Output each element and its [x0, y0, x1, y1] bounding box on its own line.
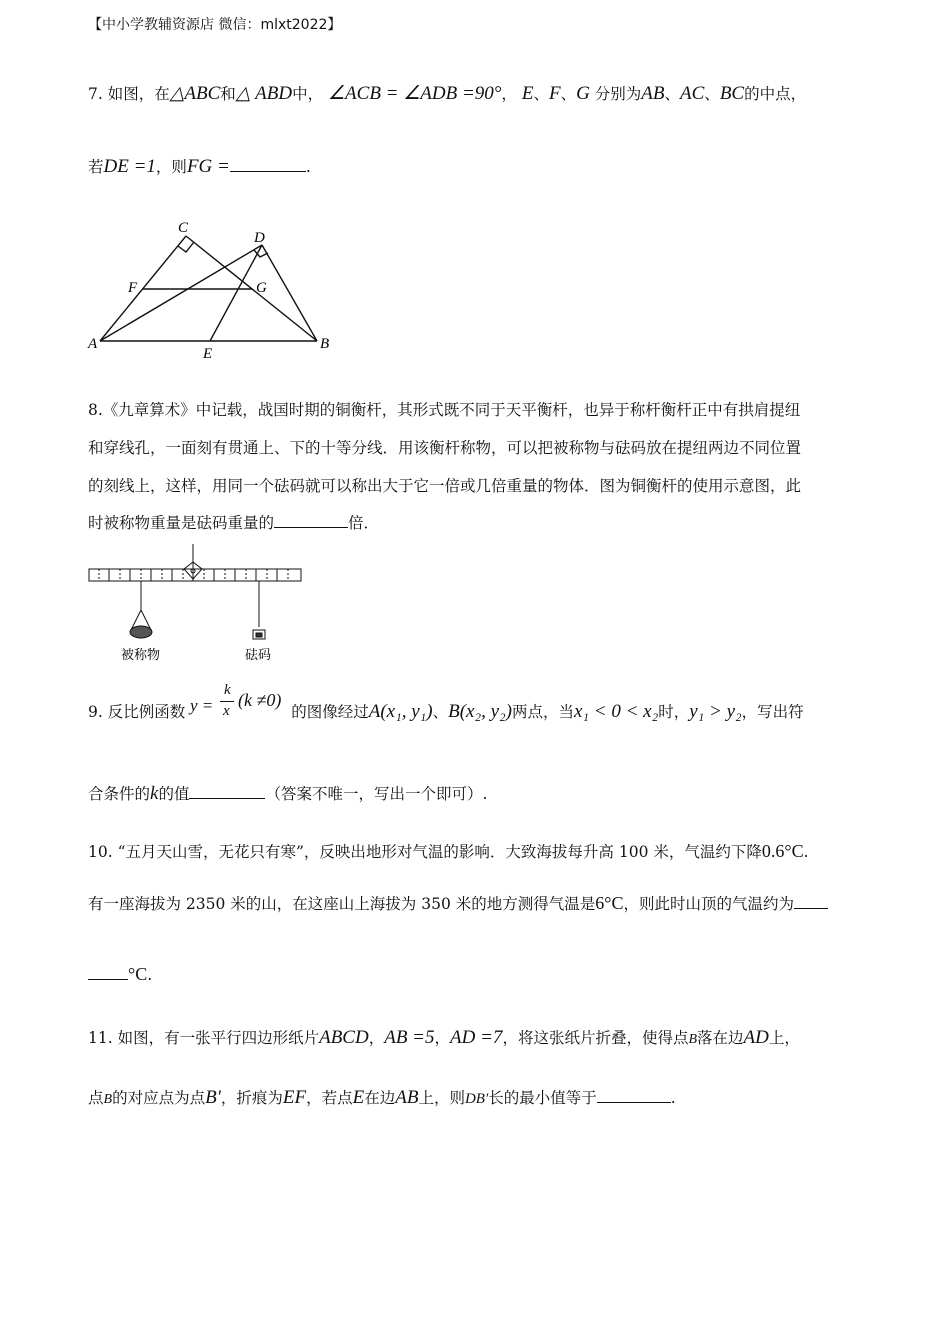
q7-text: 、 — [664, 85, 681, 103]
q11-crease-ef: EF — [282, 1087, 307, 1108]
q11-point-b-prime: B′ — [205, 1087, 221, 1108]
q10-text: ，则此时山顶的气温约为 — [623, 895, 794, 913]
q9-text: 时， — [658, 703, 690, 721]
q8-line4 — [88, 511, 379, 533]
q9-point-b: B(x₂, y₂) — [448, 701, 512, 722]
q11-line2 — [88, 1086, 676, 1109]
q10-text: . — [803, 843, 809, 861]
q9-y-eq: y = — [190, 696, 214, 715]
q9-inequality-y: y₁ > y₂ — [689, 701, 742, 722]
q9-text: 合条件的 — [88, 785, 151, 803]
q7-text: 分别为 — [594, 85, 642, 103]
q10-line2 — [88, 892, 828, 914]
q7-text: 和 — [220, 85, 236, 103]
q7-text: ， — [501, 85, 517, 103]
q10-text: . — [147, 966, 153, 984]
answer-blank[interactable] — [230, 157, 306, 172]
q7-point-g: G — [576, 83, 590, 104]
fig-label-f: F — [128, 280, 138, 296]
q11-text: ， — [368, 1029, 385, 1047]
q7-seg-ac: AC — [680, 83, 705, 104]
q9-line1 — [88, 700, 804, 723]
fig-label-a: A — [88, 336, 98, 352]
q7-seg-ab: AB — [641, 83, 665, 104]
q10-text: 有一座海拔为 2350 米的山，在这座山上海拔为 350 米的地方测得气温是 — [88, 895, 596, 913]
page-header: 【中小学教辅资源店 微信：mlxt2022】 — [88, 17, 342, 33]
q11-side-ad: AD — [743, 1027, 769, 1048]
fig-label-d: D — [254, 230, 265, 246]
answer-blank[interactable] — [88, 965, 128, 980]
answer-blank[interactable] — [189, 784, 265, 799]
q7-point-f: F — [548, 83, 561, 104]
q11-text: 11. 如图，有一张平行四边形纸片 — [88, 1029, 320, 1047]
q11-line1 — [88, 1026, 800, 1049]
q9-frac-den: x — [223, 703, 230, 719]
q9-condition: (k ≠0) — [238, 690, 282, 710]
q9-frac-num: k — [224, 682, 231, 698]
q9-text: 的值 — [158, 785, 190, 803]
q7-fg: FG = — [186, 156, 230, 177]
fig-label-c: C — [178, 220, 189, 236]
q11-abcd: ABCD — [319, 1027, 369, 1048]
q7-text: ，则 — [155, 158, 187, 176]
q10-temp-drop: 0.6°C — [761, 841, 804, 861]
fig-label-b: B — [320, 336, 330, 352]
q9-text: 9. 反比例函数 — [88, 703, 186, 721]
q7-point-e: E — [521, 83, 534, 104]
q10-line3 — [88, 964, 152, 985]
label-weight: 砝码 — [245, 648, 272, 663]
q7-text: . — [305, 158, 311, 176]
q7-line2 — [88, 155, 311, 178]
q7-de: DE =1 — [103, 156, 156, 177]
answer-blank[interactable] — [597, 1088, 671, 1103]
q9-text: 、 — [432, 703, 449, 721]
q8-balance-figure — [86, 542, 306, 668]
q7-number: 7. — [88, 85, 103, 103]
q11-text: . — [670, 1089, 676, 1107]
q9-text: ，写出符 — [741, 703, 804, 721]
q11-text: ，将这张纸片折叠，使得点 — [502, 1029, 689, 1047]
q8-line1: 8.《九章算术》中记载，战国时期的铜衡杆，其形式既不同于天平衡杆，也异于称杆衡杆正中有拱肩提纽 — [88, 401, 801, 419]
q8-text: 时被称物重量是砝码重量的 — [88, 514, 275, 532]
q9-text: （答案不唯一，写出一个即可）. — [265, 785, 488, 803]
answer-blank[interactable] — [274, 513, 348, 528]
q10-unit: °C — [128, 964, 148, 984]
q11-point-e: E — [352, 1087, 365, 1108]
q7-text: 、 — [560, 85, 577, 103]
q10-temp-measured: 6°C — [595, 893, 624, 913]
q11-side-ab: AB — [395, 1087, 419, 1108]
q8-line3: 的刻线上，这样，用同一个砝码就可以称出大于它一倍或几倍重量的物体．图为铜衡杆的使用示意图，此 — [88, 477, 802, 495]
q7-geometry-figure — [84, 214, 344, 364]
q8-text: 倍． — [348, 514, 380, 532]
q11-point-b: B — [103, 1092, 113, 1107]
q9-line2 — [88, 782, 487, 805]
q9-k: k — [150, 783, 159, 804]
fig-label-e: E — [203, 346, 213, 362]
q9-text: 的图像经过 — [291, 703, 369, 721]
q7-text: 、 — [704, 85, 720, 103]
q11-text: 上， — [768, 1029, 800, 1047]
q7-text: 的中点， — [744, 85, 807, 103]
q7-text: 如图，在 — [107, 85, 170, 103]
q9-point-a: A(x₁, y₁) — [368, 701, 433, 722]
label-object: 被称物 — [121, 648, 161, 663]
q11-ab-length: AB =5 — [384, 1027, 435, 1048]
q11-db-prime: DB′ — [464, 1091, 489, 1107]
fig-label-g: G — [256, 280, 267, 296]
q11-ad-length: AD =7 — [450, 1027, 503, 1048]
q9-text: 两点，当 — [511, 703, 574, 721]
q7-triangle-abd: △ ABD — [235, 83, 293, 104]
q11-text: 点 — [88, 1089, 104, 1107]
q11-text: 落在边 — [697, 1029, 744, 1047]
q7-text: 若 — [88, 158, 104, 176]
q10-line1 — [88, 840, 809, 862]
q8-line2: 和穿线孔，一面刻有贯通上、下的十等分线．用该衡杆称物，可以把被称物与砝码放在提纽两边不同位置 — [88, 439, 802, 457]
q11-text: 上，则 — [418, 1089, 465, 1107]
q7-seg-bc: BC — [719, 83, 745, 104]
q11-text: ，若点 — [306, 1089, 353, 1107]
q11-text: 的对应点为点 — [112, 1089, 206, 1107]
q11-point-b: B — [688, 1032, 698, 1047]
q7-line1 — [88, 82, 806, 105]
q7-text: 中， — [292, 85, 324, 103]
q11-text: 长的最小值等于 — [488, 1089, 597, 1107]
q11-text: 在边 — [364, 1089, 396, 1107]
q10-text: 10. “五月天山雪，无花只有寒”，反映出地形对气温的影响．大致海拔每升高 100 米，气温约下降 — [88, 843, 762, 861]
q7-triangle-abc: △ABC — [169, 83, 221, 104]
q9-inequality-x: x₁ < 0 < x₂ — [573, 701, 659, 722]
q7-angles: ∠ACB = ∠ADB =90° — [328, 83, 502, 104]
q11-text: ，折痕为 — [220, 1089, 283, 1107]
q7-text: 、 — [533, 85, 549, 103]
q11-text: ， — [434, 1029, 451, 1047]
answer-blank[interactable] — [794, 894, 828, 909]
